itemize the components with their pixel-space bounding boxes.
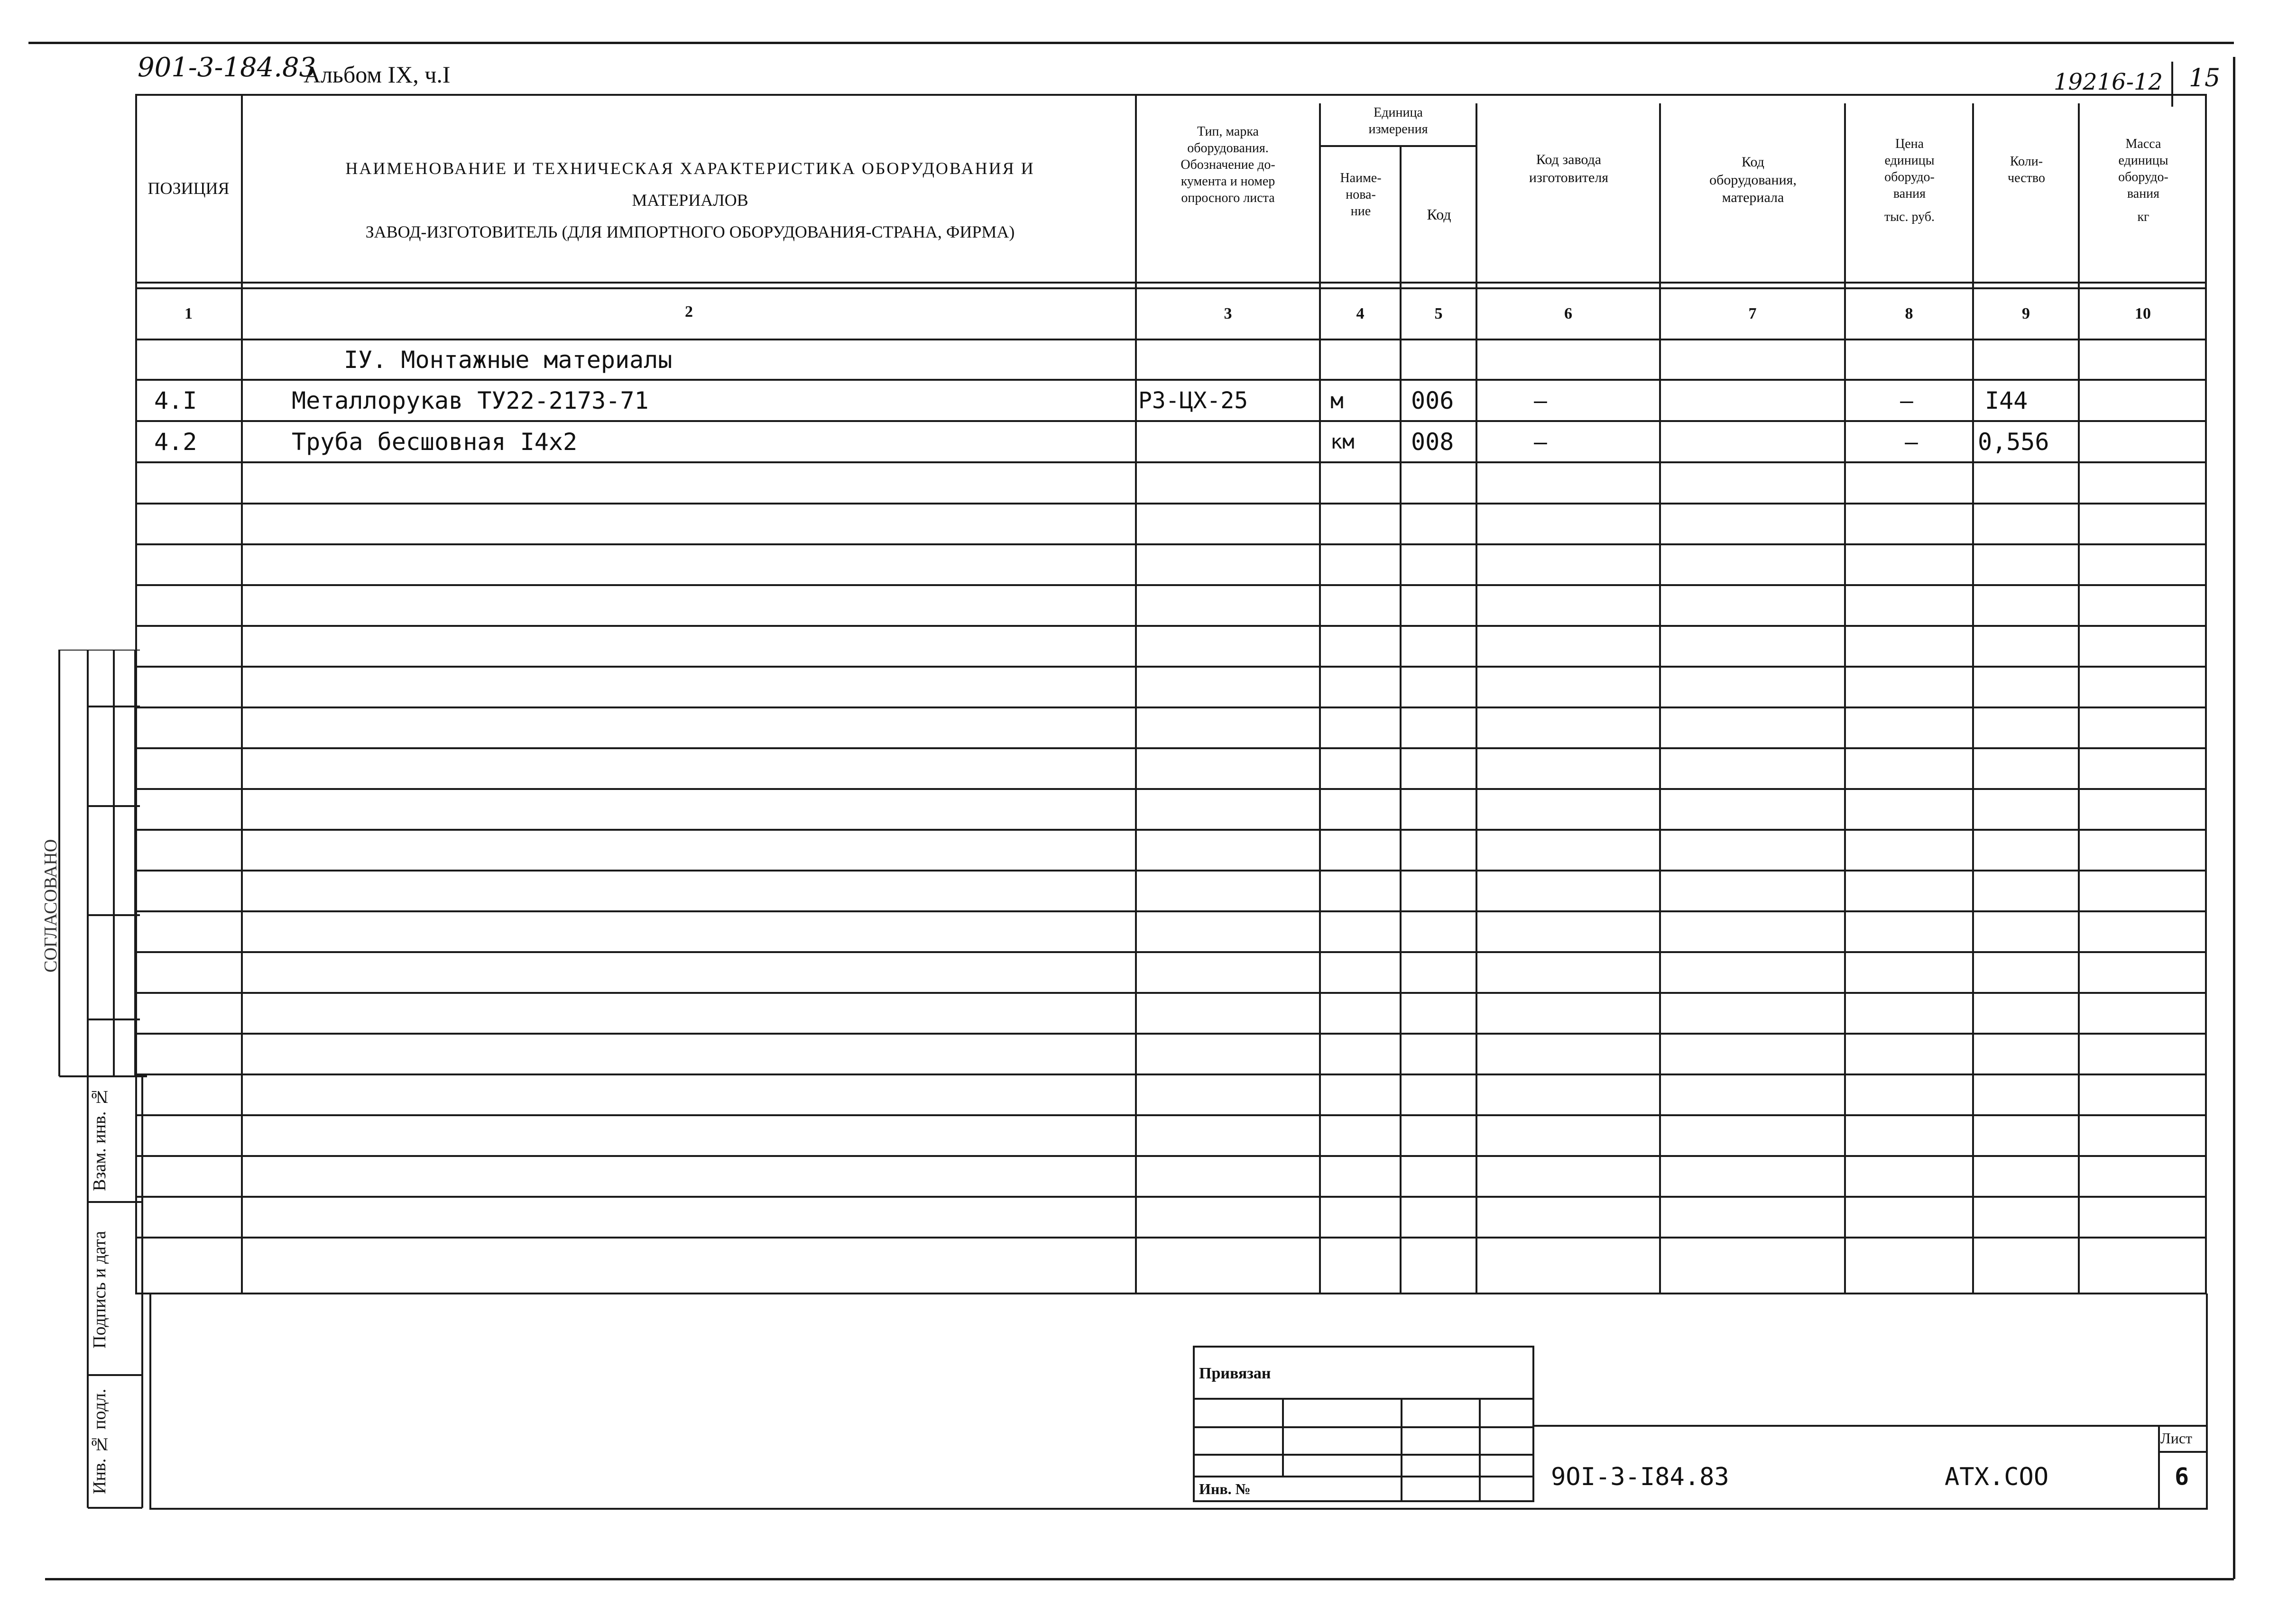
side-agreed-label: СОГЛАСОВАНО (41, 839, 61, 973)
sheet-number: 6 (2175, 1463, 2189, 1490)
privyazan-label: Привязан (1199, 1365, 1271, 1382)
col-number-7: 7 (1748, 304, 1757, 322)
col-header-price-l4: вания (1893, 186, 1926, 201)
col-header-factory-l2: изготовителя (1529, 169, 1609, 185)
row-2-quantity: 0,556 (1978, 428, 2049, 456)
col-header-unit-l2: измерения (1368, 122, 1428, 137)
album-label: Альбом IX, ч.I (304, 61, 451, 88)
col-header-unit-code: Код (1427, 206, 1451, 223)
col-number-10: 10 (2135, 304, 2151, 322)
doc-number-handwritten: 901-3-184.83 (138, 52, 316, 83)
col-number-1: 1 (184, 304, 193, 322)
specification-table (135, 94, 2207, 1294)
col-header-type (1138, 123, 1318, 206)
section-title: IУ. Монтажные материалы (344, 346, 673, 374)
side-sign-date-label: Подпись и дата (90, 1230, 110, 1349)
col-number-2: 2 (685, 303, 693, 321)
title-block-top (1533, 1425, 2207, 1427)
col-header-unit-l1: Единица (1374, 105, 1423, 120)
row-1-unit-code: 006 (1411, 386, 1454, 414)
col-header-quantity-l2: чество (2008, 171, 2045, 185)
col-header-mass (2080, 136, 2207, 225)
row-1-position: 4.I (154, 386, 197, 414)
col-header-equipment-l3: материала (1722, 190, 1784, 205)
col-header-quantity (1974, 153, 2079, 186)
col-number-9: 9 (2022, 304, 2030, 322)
col-header-position: ПОЗИЦИЯ (148, 178, 230, 198)
sheet-label: Лист (2160, 1430, 2193, 1447)
col-header-price (1846, 136, 1973, 225)
col-header-mass-l2: единицы (2118, 153, 2168, 168)
col-header-mass-l4: вания (2127, 186, 2160, 201)
col-header-price-l5: тыс. руб. (1884, 210, 1935, 224)
col-header-price-l3: оборудо- (1884, 170, 1935, 184)
row-2-unit-code: 008 (1411, 428, 1454, 456)
col-header-type-l2: оборудования. (1187, 141, 1269, 156)
col-number-4: 4 (1356, 304, 1365, 322)
bottom-border (149, 1508, 2208, 1510)
row-1-quantity: I44 (1985, 386, 2028, 414)
title-doc-code: 9OI-3-I84.83 (1551, 1463, 1729, 1491)
col-number-6: 6 (1564, 304, 1572, 322)
col-header-factory-l1: Код завода (1536, 152, 1602, 167)
col-header-name-line2: МАТЕРИАЛОВ (632, 191, 748, 210)
side-inv-vzam-label: Взам. инв. № (90, 1087, 110, 1191)
col-header-price-l1: Цена (1895, 137, 1924, 151)
col-header-price-l2: единицы (1884, 153, 1935, 168)
col-header-mass-l1: Масса (2125, 137, 2161, 151)
archive-number-handwritten: 19216-12 (2054, 69, 2163, 95)
col-header-quantity-l1: Коли- (2010, 154, 2043, 169)
col-header-equipment-l2: оборудования, (1709, 172, 1797, 188)
row-2-unit: км (1330, 430, 1355, 453)
col-header-mass-l5: кг (2137, 210, 2149, 224)
frame-right (2233, 57, 2235, 1579)
col-header-unit-name-l2: нова- (1346, 187, 1376, 202)
stamp-inv-label: Инв. № (1199, 1480, 1251, 1497)
col-header-unit-name-l3: ние (1350, 204, 1371, 219)
col-header-factory-code (1477, 151, 1660, 186)
col-number-3: 3 (1224, 304, 1232, 322)
row-1-unit: м (1330, 387, 1344, 413)
frame-top (28, 42, 2234, 44)
page-corner-number: 15 (2189, 64, 2221, 92)
table-grid (135, 94, 2207, 1294)
sheet-box-divider (2158, 1451, 2206, 1453)
col-header-name (249, 158, 1131, 243)
row-1-factory-code: – (1534, 387, 1547, 413)
row-2-price: – (1905, 429, 1918, 455)
col-header-name-line1: НАИМЕНОВАНИЕ И ТЕХНИЧЕСКАЯ ХАРАКТЕРИСТИКА ОБОРУДОВАНИЯ И (345, 159, 1035, 178)
col-header-type-l3: Обозначение до- (1181, 157, 1275, 172)
sheet-box-left (2158, 1425, 2160, 1508)
col-number-5: 5 (1434, 304, 1443, 322)
row-2-position: 4.2 (154, 428, 197, 456)
row-2-factory-code: – (1534, 429, 1547, 455)
col-header-unit-group (1321, 104, 1476, 138)
row-2-name: Труба бесшовная I4x2 (292, 428, 578, 456)
col-header-type-l1: Тип, марка (1197, 124, 1259, 139)
row-1-name: Металлорукав ТУ22-2173-71 (292, 386, 649, 414)
col-header-equipment-l1: Код (1742, 154, 1764, 170)
frame-bottom (45, 1578, 2234, 1580)
title-atx-code: АТХ.СОО (1945, 1463, 2049, 1491)
col-header-unit-name (1321, 170, 1401, 220)
col-header-equipment-code (1661, 153, 1845, 207)
side-inv-podl-label: Инв. № подл. (90, 1388, 110, 1495)
col-header-type-l4: кумента и номер (1181, 174, 1275, 189)
row-1-type: РЗ-ЦХ-25 (1138, 387, 1248, 414)
row-1-price: – (1900, 387, 1913, 413)
bottom-right-border (2206, 1294, 2208, 1509)
col-header-name-line3: ЗАВОД-ИЗГОТОВИТЕЛЬ (ДЛЯ ИМПОРТНОГО ОБОРУДОВАНИЯ-СТРАНА, ФИРМА) (365, 222, 1015, 241)
col-header-unit-name-l1: Наиме- (1340, 171, 1382, 185)
col-header-type-l5: опросного листа (1181, 191, 1275, 205)
col-header-mass-l3: оборудо- (2118, 170, 2168, 184)
col-number-8: 8 (1905, 304, 1913, 322)
